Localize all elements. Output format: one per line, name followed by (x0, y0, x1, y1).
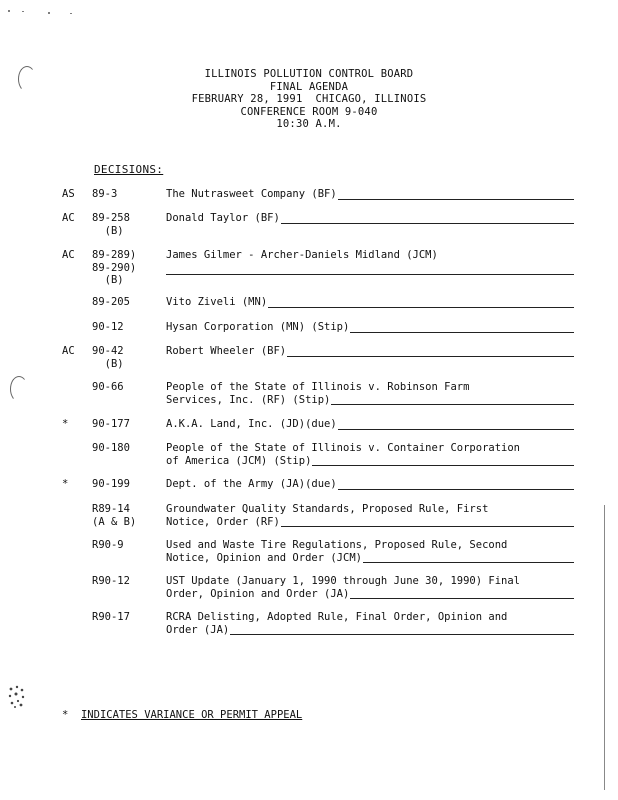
signature-rule (287, 356, 574, 357)
description-text: Order, Opinion and Order (JA) (166, 587, 350, 600)
description-line (166, 575, 574, 588)
signature-rule (166, 262, 574, 276)
scan-speck (22, 11, 24, 12)
description-line (166, 611, 574, 624)
signature-rule (281, 223, 574, 224)
description-text: Services, Inc. (RF) (Stip) (166, 393, 331, 406)
description-line (166, 394, 574, 407)
signature-rule (281, 526, 574, 527)
description-text: Vito Ziveli (MN) (166, 296, 268, 308)
item-description (166, 418, 574, 431)
docket-number: 90-180 (92, 442, 130, 454)
scan-speck (70, 13, 72, 14)
description-text: Used and Waste Tire Regulations, Proposed Rule, Second (166, 539, 508, 551)
description-text: A.K.A. Land, Inc. (JD)(due) (166, 418, 337, 430)
item-description (166, 249, 574, 275)
org-name: ILLINOIS POLLUTION CONTROL BOARD (204, 68, 414, 80)
description-text: Order (JA) (166, 623, 230, 636)
description-text: The Nutrasweet Company (BF) (166, 188, 337, 200)
scan-speck (8, 10, 10, 12)
item-description (166, 442, 574, 467)
description-text: Groundwater Quality Standards, Proposed Rule, First (166, 503, 489, 515)
scan-mark-middle (10, 376, 28, 402)
signature-rule (338, 489, 574, 490)
item-marker: AC (62, 212, 75, 224)
signature-rule (350, 598, 574, 599)
document-header (0, 68, 618, 131)
description-text: People of the State of Illinois v. Robinson Farm (166, 381, 470, 393)
docket-number: 90-199 (92, 478, 130, 490)
meeting-date-location: FEBRUARY 28, 1991 CHICAGO, ILLINOIS (191, 93, 427, 105)
punch-hole-mark (6, 684, 28, 710)
item-description (166, 503, 574, 528)
item-marker: * (62, 418, 69, 430)
description-text: of America (JCM) (Stip) (166, 454, 312, 467)
description-line (166, 516, 574, 529)
docket-number: R90-12 (92, 575, 130, 587)
description-text: Hysan Corporation (MN) (Stip) (166, 321, 350, 333)
section-title-decisions: DECISIONS: (94, 163, 164, 176)
description-text: Notice, Opinion and Order (JCM) (166, 551, 362, 564)
description-line (166, 212, 574, 225)
signature-rule (350, 332, 574, 333)
description-line (166, 296, 574, 309)
signature-rule (312, 465, 574, 466)
description-text: People of the State of Illinois v. Container Corporation (166, 442, 521, 454)
scan-mark-top (18, 66, 36, 92)
description-line (166, 624, 574, 637)
docket-number: 89-258 (B) (92, 212, 130, 237)
description-line (166, 381, 574, 394)
description-line (166, 539, 574, 552)
item-marker: AC (62, 345, 75, 357)
footnote-text: INDICATES VARIANCE OR PERMIT APPEAL (80, 709, 303, 721)
docket-number: 90-177 (92, 418, 130, 430)
description-text: Robert Wheeler (BF) (166, 345, 287, 357)
description-text: RCRA Delisting, Adopted Rule, Final Order, Opinion and (166, 611, 508, 623)
item-description (166, 478, 574, 491)
item-description (166, 296, 574, 309)
description-line (166, 418, 574, 431)
description-text: UST Update (January 1, 1990 through June 30, 1990) Final (166, 575, 521, 587)
item-description (166, 212, 574, 225)
description-line (166, 321, 574, 334)
description-text: James Gilmer - Archer-Daniels Midland (JCM) (166, 249, 438, 261)
signature-rule (338, 429, 574, 430)
docket-number: 90-66 (92, 381, 124, 393)
scan-speck (48, 12, 50, 14)
docket-number: 90-12 (92, 321, 124, 333)
description-line (166, 552, 574, 565)
signature-rule (331, 404, 574, 405)
description-line (166, 503, 574, 516)
description-line (166, 249, 574, 262)
docket-number: R89-14 (A & B) (92, 503, 137, 528)
item-description (166, 321, 574, 334)
docket-number: R90-17 (92, 611, 130, 623)
item-marker: * (62, 478, 69, 490)
description-line (166, 345, 574, 358)
footnote (62, 709, 302, 721)
item-description (166, 188, 574, 201)
footnote-star: * (62, 709, 69, 721)
item-description (166, 381, 574, 406)
description-line (166, 478, 574, 491)
docket-number: 89-205 (92, 296, 130, 308)
description-line (166, 442, 574, 455)
description-text: Donald Taylor (BF) (166, 212, 280, 224)
description-text: Notice, Order (RF) (166, 515, 280, 528)
item-description (166, 611, 574, 636)
item-marker: AC (62, 249, 75, 261)
item-description (166, 539, 574, 564)
meeting-room: CONFERENCE ROOM 9-040 (240, 105, 378, 118)
signature-rule (230, 634, 574, 635)
signature-rule (363, 562, 574, 563)
scan-edge-line (604, 505, 605, 790)
item-description (166, 575, 574, 600)
signature-rule (268, 307, 574, 308)
item-description (166, 345, 574, 358)
description-line (166, 588, 574, 601)
docket-number: 90-42 (B) (92, 345, 124, 370)
docket-number: 89-3 (92, 188, 118, 200)
meeting-time: 10:30 A.M. (276, 118, 342, 130)
docket-number: R90-9 (92, 539, 124, 551)
item-marker: AS (62, 188, 75, 200)
agenda-title: FINAL AGENDA (269, 80, 349, 93)
description-line (166, 455, 574, 468)
description-line (166, 188, 574, 201)
docket-number: 89-289) 89-290) (B) (92, 249, 137, 286)
description-text: Dept. of the Army (JA)(due) (166, 478, 337, 490)
signature-rule (338, 199, 574, 200)
